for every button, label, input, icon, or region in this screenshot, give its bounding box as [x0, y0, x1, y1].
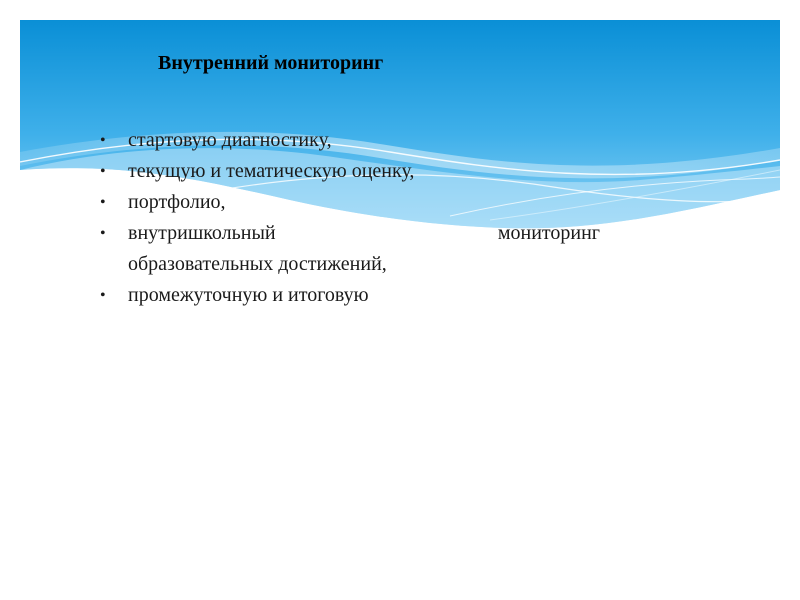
bullet-text: стартовую диагностику,: [128, 129, 332, 151]
bullet-dot-icon: •: [100, 163, 106, 180]
bullet-text: внутришкольный мониторинг: [128, 222, 600, 244]
bullet-item: [100, 187, 600, 218]
bullet-list: [100, 125, 600, 311]
bullet-text: портфолио,: [128, 191, 226, 213]
bullet-item: [100, 125, 600, 156]
bullet-dot-icon: •: [100, 132, 106, 149]
bullet-item: [100, 156, 600, 187]
bullet-dot-icon: •: [100, 194, 106, 211]
slide-title: Внутренний мониторинг: [158, 52, 384, 74]
bullet-item: [100, 280, 600, 311]
bullet-dot-icon: •: [100, 287, 106, 304]
bullet-text: текущую и тематическую оценку,: [128, 160, 415, 182]
bullet-item: [100, 218, 600, 280]
slide: [20, 20, 780, 580]
bullet-text: промежуточную и итоговую: [128, 284, 369, 306]
bullet-dot-icon: •: [100, 225, 106, 242]
bullet-text: образовательных достижений,: [128, 253, 387, 275]
